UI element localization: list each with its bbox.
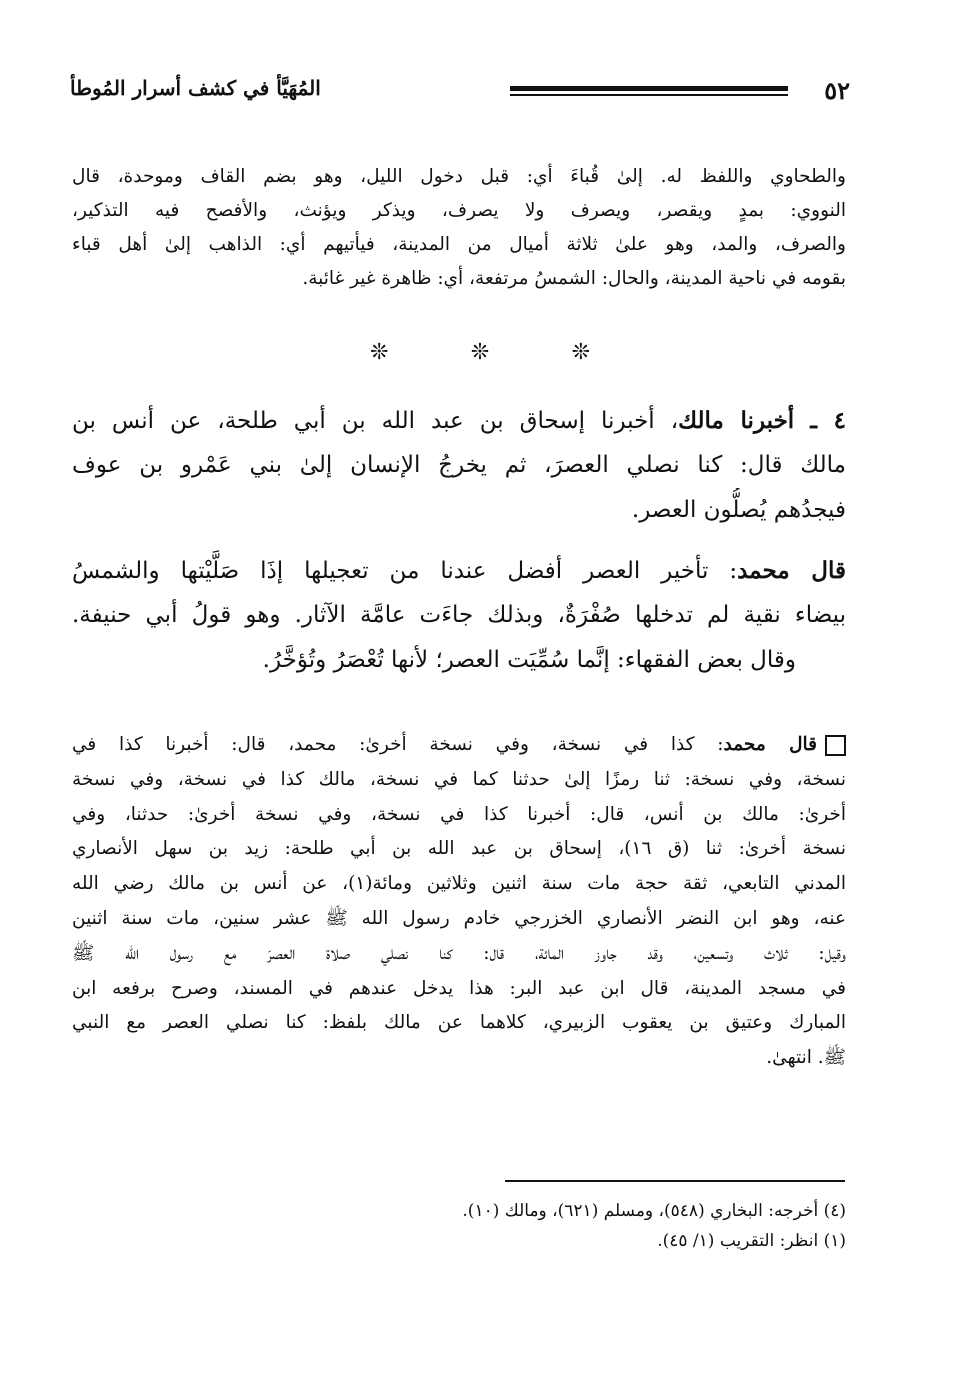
muhammad-label: قال محمد [737,557,846,584]
intro-line: النووي: بمدٍ ويقصر، ويصرف ولا يصرف، ويذكر ويؤنث، والأفصح فيه التذكير، [72,200,846,221]
hadith-narrator-label: أخبرنا مالك [678,407,795,434]
commentary-box-icon [825,735,846,756]
hadith-line-text: ، أخبرنا إسحاق بن عبد الله بن أبي طلحة، عن أنس بن [72,408,679,434]
section-separator [370,340,590,365]
intro-paragraph [72,160,846,296]
commentary-paragraph [72,728,846,1076]
commentary-line [72,728,846,763]
hadith-number: ٤ ـ [810,407,846,434]
commentary-label: قال محمد [723,734,817,755]
commentary-line: أخرىٰ: مالك بن أنس، قال: أخبرنا كذا في نسخة، وفي نسخة أخرىٰ: حدثنا، وفي [72,803,846,825]
commentary-line: المبارك وعتيق بن يعقوب الزبيري، كلاهما عن مالك بلفظ: كنا نصلي العصر مع النبي [72,1012,846,1034]
footnote: (١) انظر: التقريب (١/ ٤٥). [657,1231,846,1251]
muhammad-line: بيضاء نقية لم تدخلها صُفْرَةٌ، وبذلك جاءَت عامَّة الآثار. وهو قولُ أبي حنيفة. [72,602,846,628]
hadith-line: فيجدُهم يُصلُّون العصر. [631,497,846,523]
commentary-line: في مسجد المدينة، قال ابن عبد البر: هذا يدخل عندهم في المسند، وصرح برفعه ابن [72,977,846,999]
hadith-paragraph [72,398,846,533]
commentary-line: المدني التابعي، ثقة حجة مات سنة اثنين وثلاثين ومائة(١)، عن أنس بن مالك رضي الله [72,873,846,895]
intro-line: والطحاوي واللفظ له. إلىٰ قُباءَ أي: قبل دخول الليل، وهو بضم القاف وموحدة، قال [72,166,846,187]
commentary-line: نسخة، وفي نسخة: ثنا رمزًا إلىٰ حدثنا كما في نسخة، مالك كذا في نسخة، وفي نسخة [72,768,846,790]
hadith-line [72,398,846,443]
commentary-line: عنه، وهو ابن النضر الأنصاري الخزرجي خادم رسول الله ﷺ عشر سنين، مات سنة اثنين [72,907,846,929]
commentary-line-text: : كذا في نسخة، وفي نسخة أخرىٰ: محمد، قال: أخبرنا كذا في [72,734,724,755]
header-rule [510,86,788,91]
star-ornament: ❊ [470,340,490,365]
intro-line: بقومه في ناحية المدينة، والحال: الشمسُ مرتفعة، أي: ظاهرة غير غائبة. [302,268,846,289]
star-ornament: ❊ [370,340,389,365]
muhammad-line-text: : تأخير العصر أفضل عندنا من تعجيلها إذَا صَلَّيْتها والشمسُ [72,558,738,584]
muhammad-paragraph [72,548,846,683]
header-rule-thin [510,94,788,96]
page-number: ٥٢ [824,76,850,105]
running-header [70,72,850,112]
commentary-line: ﷺ. انتهىٰ. [766,1047,846,1069]
footnotes [72,1196,846,1256]
book-title: المُهَيَّأ في كشف أسرار المُوطأ [70,76,321,100]
intro-line: والصرف، والمد، وهو علىٰ ثلاثة أميال من المدينة، فيأتيهم أي: الذاهب إلىٰ أهل قباء [72,234,846,255]
footnote-rule [505,1180,845,1182]
star-ornament: ❊ [571,340,590,365]
commentary-line: وقيل: ثلاث وتسعين، وقد جاوز المائة، قال: كنا نصلي صلاة العصرَ مع رسول الله ﷺ [72,942,846,964]
footnote: (٤) أخرجه: البخاري (٥٤٨)، ومسلم (٦٢١)، ومالك (١٠). [462,1201,846,1221]
commentary-line: نسخة أخرىٰ: ثنا (ق ١٦)، إسحاق بن عبد الله بن أبي طلحة: زيد بن سهل الأنصاري [72,838,846,860]
hadith-line: مالك قال: كنا نصلي العصرَ، ثم يخرجُ الإنسان إلىٰ بني عَمْرو بن عوف [72,452,846,478]
muhammad-line [72,548,846,593]
muhammad-line: وقال بعض الفقهاء: إنَّما سُمِّيَت العصر؛ لأنها تُعْصَرُ وتُؤخَّرُ. [262,647,796,673]
